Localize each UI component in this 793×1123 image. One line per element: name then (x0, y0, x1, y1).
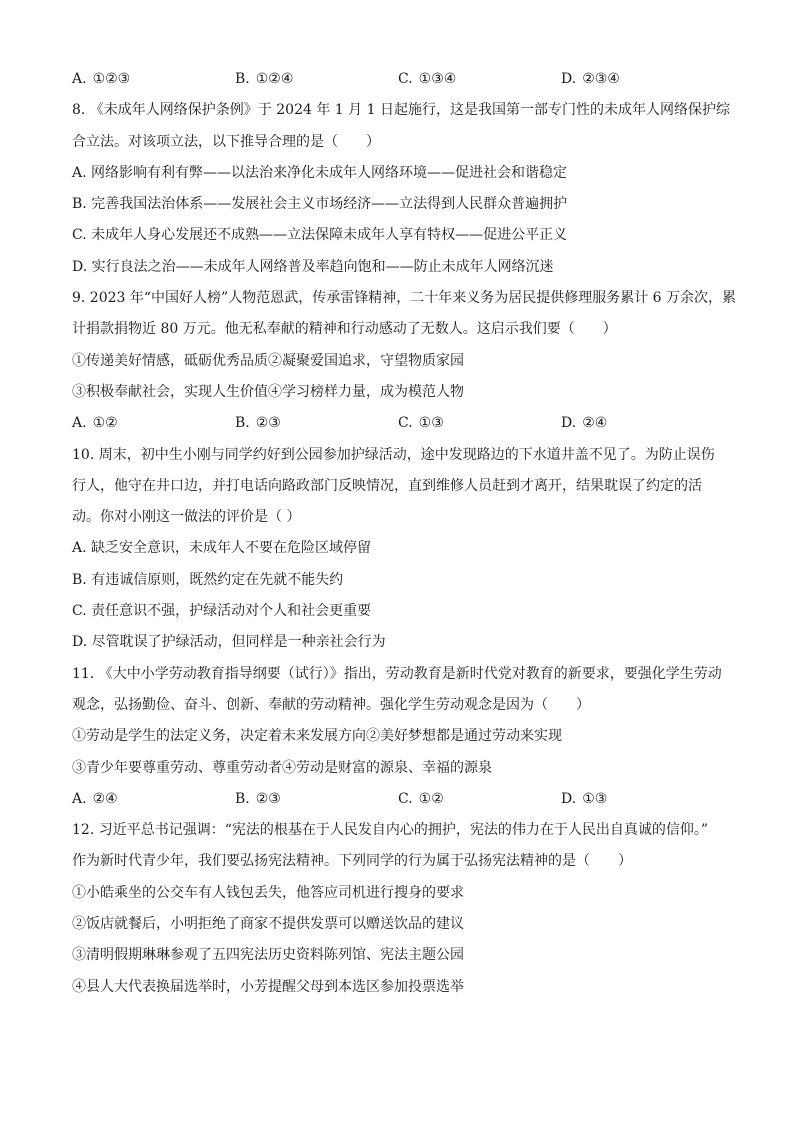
q8-choice-d: D. 实行良法之治——未成年人网络普及率趋向饱和——防止未成年人网络沉迷 (72, 258, 554, 275)
q11-option-b: B. ②③ (235, 790, 281, 807)
q7-option-d: D. ②③④ (561, 71, 620, 87)
q12-statement: ②饭店就餐后，小明拒绝了商家不提供发票可以赠送饮品的建议 (72, 916, 464, 933)
q9-option-a: A. ①② (72, 415, 118, 432)
q7-option-b: B. ①②④ (235, 71, 294, 87)
q10-choice-b: B. 有违诚信原则，既然约定在先就不能失约 (72, 571, 344, 588)
q7-options (72, 64, 732, 95)
q11-stem-line: 观念，弘扬勤俭、奋斗、创新、奉献的劳动精神。强化学生劳动观念是因为（ ） (72, 696, 590, 713)
q11-option-a: A. ②④ (72, 790, 118, 807)
q7-option-a: A. ①②③ (72, 71, 131, 87)
q10-choice-c: C. 责任意识不强，护绿活动对个人和社会更重要 (72, 603, 372, 620)
q10-stem-line: 行人，他守在井口边，并打电话向路政部门反映情况，直到维修人员赶到才离开，结果耽误了约定的活 (72, 477, 702, 494)
q9-options (72, 408, 732, 439)
q10-choice-d: D. 尽管耽误了护绿活动，但同样是一种亲社会行为 (72, 634, 386, 651)
q12-statement: ④县人大代表换届选举时，小芳提醒父母到本选区参加投票选举 (72, 978, 464, 995)
q8-stem-line: 8. 《未成年人网络保护条例》于 2024 年 1 月 1 日起施行，这是我国第一部专门性的未成年人网络保护综 (72, 102, 730, 119)
q8-choice-a: A. 网络影响有利有弊——以法治来净化未成年人网络环境——促进社会和谐稳定 (72, 164, 568, 181)
q12-stem-line: 作为新时代青少年，我们要弘扬宪法精神。下列同学的行为属于弘扬宪法精神的是（ ） (72, 853, 632, 870)
q12-statement: ③清明假期琳琳参观了五四宪法历史资料陈列馆、宪法主题公园 (72, 947, 464, 964)
q11-stem-line: 11. 《大中小学劳动教育指导纲要（试行）》指出，劳动教育是新时代党对教育的新要求，要强化学生劳动 (72, 665, 722, 682)
q10-choice-a: A. 缺乏安全意识，未成年人不要在危险区域停留 (72, 540, 372, 557)
q9-stem-line: 计捐款捐物近 80 万元。他无私奉献的精神和行动感动了无数人。这启示我们要（ ） (72, 321, 617, 338)
q12-statement: ①小皓乘坐的公交车有人钱包丢失，他答应司机进行搜身的要求 (72, 884, 464, 901)
q10-stem-line: 10. 周末，初中生小刚与同学约好到公园参加护绿活动，途中发现路边的下水道井盖不见了。为防止误伤 (72, 446, 715, 463)
q8-choice-b: B. 完善我国法治体系——发展社会主义市场经济——立法得到人民群众普遍拥护 (72, 196, 568, 213)
q7-option-c: C. ①③④ (398, 71, 457, 87)
q11-statement: ③青少年要尊重劳动、尊重劳动者④劳动是财富的源泉、幸福的源泉 (72, 759, 492, 776)
q11-statement: ①劳动是学生的法定义务，决定着未来发展方向②美好梦想都是通过劳动来实现 (72, 728, 562, 745)
q9-option-c: C. ①③ (398, 415, 444, 432)
q8-stem-line: 合立法。对该项立法，以下推导合理的是（ ） (72, 133, 380, 150)
q11-options (72, 784, 732, 815)
q9-statement: ③积极奉献社会，实现人生价值④学习榜样力量，成为模范人物 (72, 383, 464, 400)
q11-option-d: D. ①③ (561, 790, 608, 807)
q9-statement: ①传递美好情感，砥砺优秀品质②凝聚爱国追求，守望物质家园 (72, 352, 464, 369)
q9-option-d: D. ②④ (561, 415, 608, 432)
q9-option-b: B. ②③ (235, 415, 281, 432)
q11-option-c: C. ①② (398, 790, 444, 807)
q9-stem-line: 9. 2023 年“中国好人榜”人物范恩武，传承雷锋精神，二十年来义务为居民提供修理服务累计 6 万余次，累 (72, 290, 737, 307)
q8-choice-c: C. 未成年人身心发展还不成熟——立法保障未成年人享有特权——促进公平正义 (72, 227, 568, 244)
q10-stem-line: 动。你对小刚这一做法的评价是（ ） (72, 509, 301, 526)
q12-stem-line: 12. 习近平总书记强调：“宪法的根基在于人民发自内心的拥护，宪法的伟力在于人民出自真诚的信仰。” (72, 822, 709, 839)
exam-page (72, 64, 737, 1003)
